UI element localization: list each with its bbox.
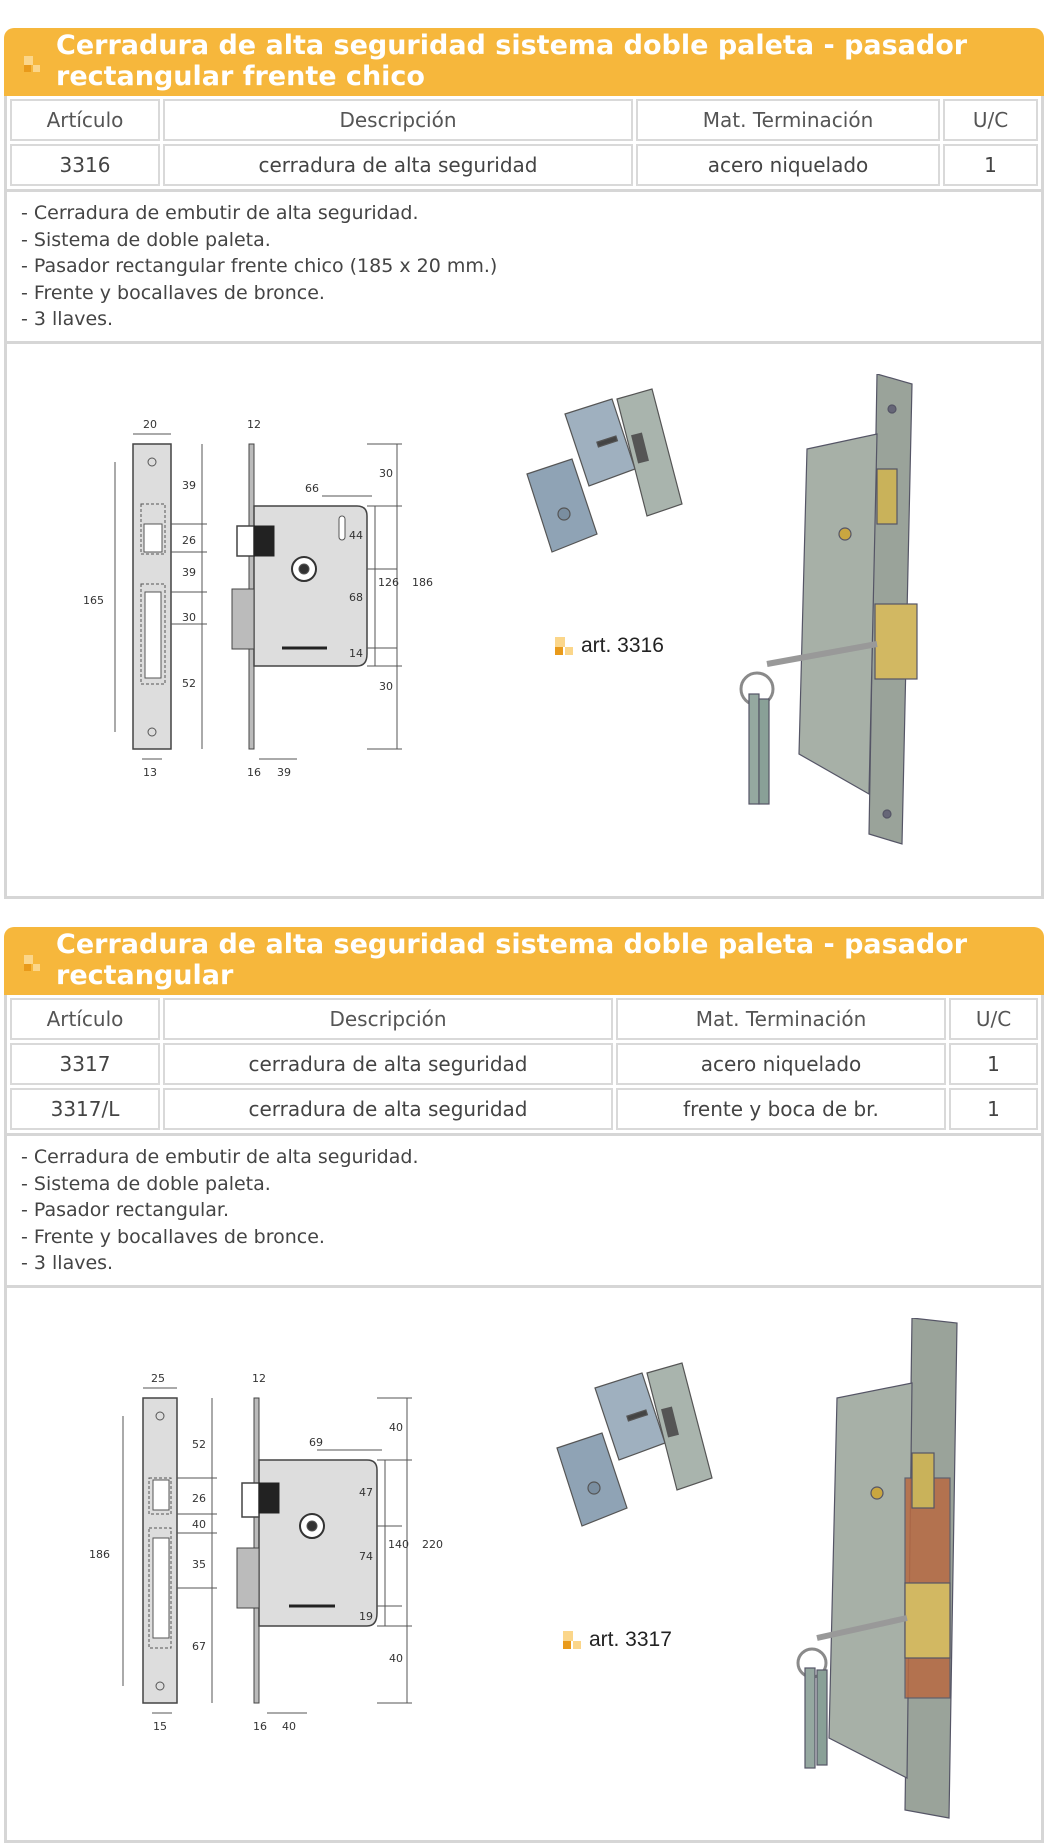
product-images xyxy=(7,344,1041,896)
dim-label: 30 xyxy=(379,679,393,693)
cell-descripcion: cerradura de alta seguridad xyxy=(163,1088,613,1130)
column-header: Artículo xyxy=(10,99,160,141)
feature-item: - Cerradura de embutir de alta seguridad. xyxy=(21,202,419,224)
dim-label: 12 xyxy=(247,417,261,431)
bullet-icon xyxy=(563,1631,581,1649)
table-header-row xyxy=(10,998,1038,1040)
dim-label: 40 xyxy=(192,1517,206,1531)
dim-label: 126 xyxy=(378,575,399,589)
table-row xyxy=(10,144,1038,186)
strike-plates-image xyxy=(517,384,717,574)
cell-terminacion: acero niquelado xyxy=(636,144,940,186)
spec-table xyxy=(7,96,1041,189)
dim-label: 47 xyxy=(359,1485,373,1499)
feature-item: - Frente y bocallaves de bronce. xyxy=(21,281,325,304)
column-header: U/C xyxy=(943,99,1038,141)
cell-uc: 1 xyxy=(949,1043,1038,1085)
dim-label: 39 xyxy=(182,565,196,579)
dim-label: 40 xyxy=(282,1719,296,1733)
cell-articulo: 3317 xyxy=(10,1043,160,1085)
feature-item: - 3 llaves. xyxy=(21,1252,114,1274)
dim-label: 52 xyxy=(182,676,196,690)
dim-label: 13 xyxy=(143,765,157,779)
dim-label: 30 xyxy=(379,466,393,480)
dim-label: 220 xyxy=(422,1537,443,1551)
dim-label: 16 xyxy=(247,765,261,779)
dim-label: 26 xyxy=(182,533,196,547)
product-card-3316 xyxy=(4,28,1044,899)
feature-item: - Sistema de doble paleta. xyxy=(21,228,271,251)
column-header: Mat. Terminación xyxy=(616,998,946,1040)
strike-plates-image xyxy=(547,1358,747,1548)
spec-table xyxy=(7,995,1041,1133)
dim-label: 66 xyxy=(305,481,319,495)
dim-label: 14 xyxy=(349,646,363,660)
product-title: Cerradura de alta seguridad sistema doble paleta - pasador rectangular xyxy=(56,929,968,991)
dim-label: 140 xyxy=(388,1537,409,1551)
dim-label: 40 xyxy=(389,1420,403,1434)
cell-uc: 1 xyxy=(949,1088,1038,1130)
product-title: Cerradura de alta seguridad sistema doble paleta - pasador rectangular frente chico xyxy=(56,30,968,92)
product-body xyxy=(4,96,1044,899)
column-header: U/C xyxy=(949,998,1038,1040)
dim-label: 20 xyxy=(143,417,157,431)
product-card-3317 xyxy=(4,927,1044,1843)
dim-label: 52 xyxy=(192,1437,206,1451)
art-label-text: art. 3317 xyxy=(589,1627,672,1651)
dim-label: 69 xyxy=(309,1435,323,1449)
feature-item: - 3 llaves. xyxy=(21,308,114,330)
cell-uc: 1 xyxy=(943,144,1038,186)
column-header: Artículo xyxy=(10,998,160,1040)
table-row xyxy=(10,1088,1038,1130)
cell-descripcion: cerradura de alta seguridad xyxy=(163,1043,613,1085)
art-label xyxy=(563,1628,672,1652)
dim-label: 35 xyxy=(192,1557,206,1571)
cell-terminacion: frente y boca de br. xyxy=(616,1088,946,1130)
feature-item: - Sistema de doble paleta. xyxy=(21,1172,271,1195)
column-header: Mat. Terminación xyxy=(636,99,940,141)
art-label-text: art. 3316 xyxy=(581,633,664,657)
dim-label: 68 xyxy=(349,590,363,604)
dim-label: 30 xyxy=(182,610,196,624)
cell-articulo: 3317/L xyxy=(10,1088,160,1130)
dim-label: 67 xyxy=(192,1639,206,1653)
cell-terminacion: acero niquelado xyxy=(616,1043,946,1085)
dim-label: 16 xyxy=(253,1719,267,1733)
technical-drawing xyxy=(67,414,477,814)
cell-articulo: 3316 xyxy=(10,144,160,186)
lock-photo xyxy=(777,1318,997,1838)
column-header: Descripción xyxy=(163,998,613,1040)
bullet-icon xyxy=(24,955,40,971)
feature-item: - Cerradura de embutir de alta seguridad. xyxy=(21,1146,419,1168)
dim-label: 26 xyxy=(192,1491,206,1505)
dim-label: 25 xyxy=(151,1371,165,1385)
table-row xyxy=(10,1043,1038,1085)
cell-descripcion: cerradura de alta seguridad xyxy=(163,144,633,186)
dim-label: 186 xyxy=(89,1547,110,1561)
dim-label: 12 xyxy=(252,1371,266,1385)
dim-label: 186 xyxy=(412,575,433,589)
feature-item: - Pasador rectangular frente chico (185 x 20 mm.) xyxy=(21,255,498,277)
dim-label: 39 xyxy=(277,765,291,779)
feature-item: - Frente y bocallaves de bronce. xyxy=(21,1225,325,1248)
feature-list xyxy=(7,189,1041,344)
bullet-icon xyxy=(555,637,573,655)
column-header: Descripción xyxy=(163,99,633,141)
dim-label: 15 xyxy=(153,1719,167,1733)
dim-label: 74 xyxy=(359,1549,373,1563)
dim-label: 39 xyxy=(182,478,196,492)
product-images xyxy=(7,1288,1041,1840)
dim-label: 19 xyxy=(359,1609,373,1623)
technical-drawing xyxy=(77,1368,487,1768)
feature-list xyxy=(7,1133,1041,1288)
lock-photo xyxy=(727,374,957,894)
feature-item: - Pasador rectangular. xyxy=(21,1199,230,1221)
bullet-icon xyxy=(24,56,40,72)
dim-label: 165 xyxy=(83,593,104,607)
product-body xyxy=(4,995,1044,1843)
table-header-row xyxy=(10,99,1038,141)
dim-label: 44 xyxy=(349,528,363,542)
product-header xyxy=(4,927,1044,995)
product-header xyxy=(4,28,1044,96)
art-label xyxy=(555,634,664,658)
dim-label: 40 xyxy=(389,1651,403,1665)
